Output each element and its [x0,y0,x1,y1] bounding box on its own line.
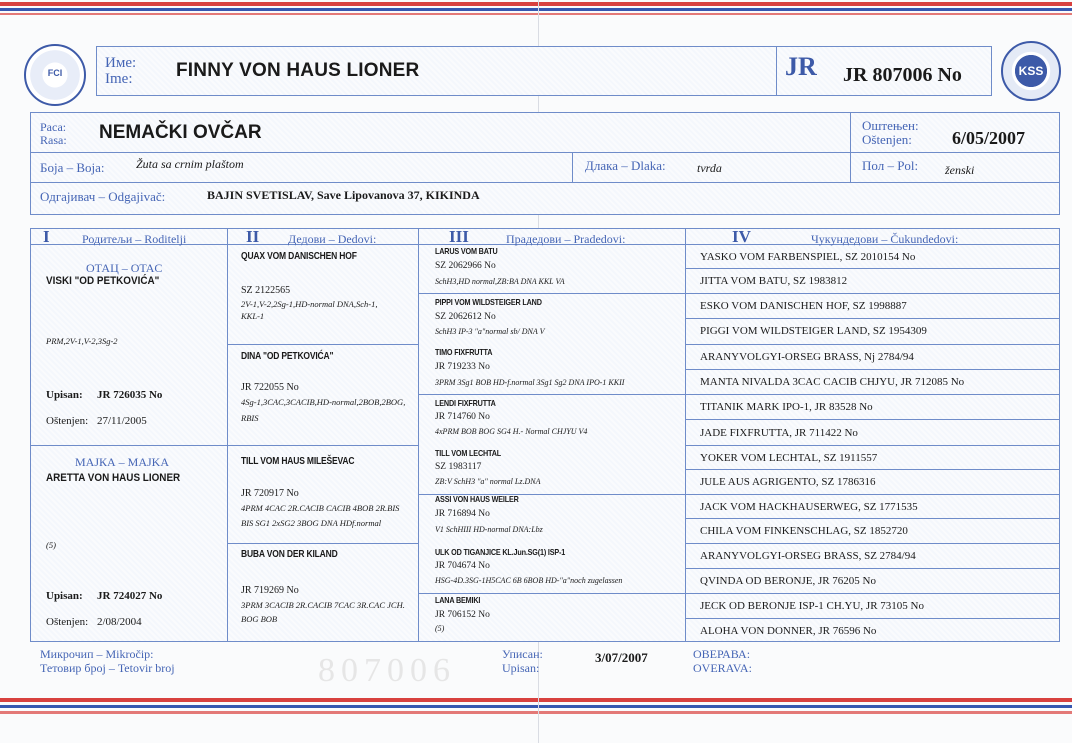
grandparent-name: TILL VOM HAUS MILEŠEVAC [241,456,355,467]
great-grandparent-reg: JR 716894 No [435,509,490,519]
name-label: Име: Ime: [105,55,137,87]
col3-title: Прадедови – Pradedovi: [506,232,626,246]
sire-ostenjen-label: Oštenjen: [46,415,89,427]
fci-seal-label: FCI [47,68,63,78]
great-grandparent-name: PIPPI VOM WILDSTEIGER LAND [435,297,542,307]
dam-label: МАЈКА – MAJKA [75,455,170,469]
grandparent-notes: RBIS [241,413,259,423]
sire-label: ОТАЦ – OTAC [86,261,163,275]
dam-ostenjen: 2/08/2004 [97,616,142,628]
breeder-value: BAJIN SVETISLAV, Save Lipovanova 37, KIKINDA [207,188,480,202]
great-grandparent-name: ULK OD TIGANJICE KL.Jun.SG(1) ISP-1 [435,547,566,557]
ggg-row: JACK VOM HACKHAUSERWEG, SZ 1771535 [700,501,918,513]
coat-value: tvrda [697,161,722,175]
col2-number: II [246,227,260,246]
color-value: Žuta sa crnim plaštom [136,157,244,171]
col3-number: III [449,227,469,246]
great-grandparent-name: TIMO FIXFRUTTA [435,347,493,357]
grandparent-notes: 3PRM 3CACIB 2R.CACIB 7CAC 3R.CAC JCH. [241,600,405,610]
great-grandparent-notes: 3PRM 3Sg1 BOB HD-f.normal 3Sg1 Sg2 DNA IPO-1 KKII [435,378,625,387]
great-grandparent-notes: 4xPRM BOB BOG SG4 H.- Normal CHJYU V4 [435,427,588,436]
grandparent-name: BUBA VON DER KILAND [241,549,338,560]
ggg-row: ALOHA VON DONNER, JR 76596 No [700,625,877,637]
tattoo-number-ghost: 807006 [318,652,456,689]
great-grandparent-name: LENDI FIXFRUTTA [435,398,496,408]
dam-notes: (5) [46,540,56,550]
breeder-label: Одгајивач – Odgajivač: [40,189,166,204]
great-grandparent-notes: V1 SchHIII HD-normal DNA:Lbz [435,525,543,534]
col4-number: IV [732,227,751,246]
breed-label: Раса: Rasa: [40,120,67,147]
color-label: Боја – Boja: [40,160,105,175]
ggg-row: MANTA NIVALDA 3CAC CACIB CHJYU, JR 712085 No [700,376,965,388]
bottom-stripe-blue [0,705,1072,708]
great-grandparent-reg: JR 719233 No [435,362,490,372]
ggg-row: JADE FIXFRUTTA, JR 711422 No [700,427,858,439]
grandparent-notes: 4PRM 4CAC 2R.CACIB CACIB 4BOB 2R.BIS [241,503,400,513]
grandparent-notes: 4Sg-1,3CAC,3CACIB,HD-normal,2BOB,2BOG, [241,397,406,407]
great-grandparent-notes: SchH3,HD normal,ZB:BA DNA KKL VA [435,277,565,286]
overava-label: ОВЕРАВА: OVERAVA: [693,647,752,675]
great-grandparent-reg: SZ 2062612 No [435,312,496,322]
bottom-stripe-red [0,698,1072,702]
sire-ostenjen: 27/11/2005 [97,415,147,427]
ggg-row: JITTA VOM BATU, SZ 1983812 [700,275,848,287]
great-grandparent-reg: JR 704674 No [435,561,490,571]
ggg-row: ARANYVOLGYI-ORSEG BRASS, SZ 2784/94 [700,550,916,562]
sire-upisan: JR 726035 No [97,389,163,401]
dam-upisan: JR 724027 No [97,590,163,602]
sire-notes: PRM,2V-1,V-2,3Sg-2 [46,336,118,346]
top-stripe-red [0,2,1072,6]
great-grandparent-reg: SZ 2062966 No [435,261,496,271]
great-grandparent-reg: JR 706152 No [435,610,490,620]
grandparent-notes: BOG BOB [241,614,278,624]
ggg-row: ESKO VOM DANISCHEN HOF, SZ 1998887 [700,300,907,312]
sex-label: Пол – Pol: [862,158,919,173]
dog-name: FINNY VON HAUS LIONER [176,60,420,81]
ggg-row: YASKO VOM FARBENSPIEL, SZ 2010154 No [700,251,916,263]
great-grandparent-name: LANA BEMIKI [435,595,481,605]
dam-upisan-label: Upisan: [46,590,83,602]
col1-title: Родитељи – Roditelji [82,232,187,246]
jr-label: JR [785,52,817,81]
grandparent-reg: JR 722055 No [241,382,299,393]
ggg-row: PIGGI VOM WILDSTEIGER LAND, SZ 1954309 [700,325,927,337]
grandparent-reg: SZ 2122565 [241,285,291,296]
great-grandparent-name: LARUS VOM BATU [435,246,498,256]
grandparent-reg: JR 720917 No [241,488,299,499]
great-grandparent-notes: SchH3 IP-3 "a"normal sb/ DNA V [435,327,545,336]
grandparent-notes: BIS SG1 2xSG2 3BOG DNA HDf.normal [241,518,382,528]
grandparent-notes: KKL-1 [241,311,265,321]
ggg-row: TITANIK MARK IPO-1, JR 83528 No [700,401,873,413]
kss-seal-icon [1001,41,1061,101]
ggg-row: CHILA VOM FINKENSCHLAG, SZ 1852720 [700,525,908,537]
whelped-date: 6/05/2007 [952,128,1026,148]
dam-name: ARETTA VON HAUS LIONER [46,472,181,484]
col4-title: Чукундедови – Čukundedovi: [811,232,959,246]
kss-seal-label: KSS [1018,64,1044,78]
ggg-row: YOKER VOM LECHTAL, SZ 1911557 [700,452,878,464]
dam-ostenjen-label: Oštenjen: [46,616,89,628]
great-grandparent-notes: HSG-4D.3SG-1H5CAC 6B 6BOB HD-"a"noch zugelassen [435,576,623,585]
great-grandparent-notes: ZB:V SchH3 "a" normal Lz.DNA [435,477,541,486]
top-stripe-red-2 [0,13,1072,15]
upisan-date: 3/07/2007 [595,650,648,665]
ggg-row: QVINDA OD BERONJE, JR 76205 No [700,575,877,587]
ggg-row: JULE AUS AGRIGENTO, SZ 1786316 [700,476,876,488]
ggg-row: ARANYVOLGYI-ORSEG BRASS, Nj 2784/94 [700,351,914,363]
microchip-label: Микрочип – Mikročip: Тетовир број – Tetovir broj [40,647,175,675]
sex-value: ženski [945,163,975,177]
breed-value: NEMAČKI OVČAR [99,122,262,143]
grandparent-notes: 2V-1,V-2,2Sg-1,HD-normal DNA,Sch-1, [241,299,378,309]
whelped-label: Оштењен: Oštenjen: [862,118,919,147]
grandparent-reg: JR 719269 No [241,585,299,596]
great-grandparent-reg: JR 714760 No [435,412,490,422]
col2-title: Дедови – Dedovi: [288,232,377,246]
fci-seal-icon [24,44,86,106]
great-grandparent-name: ASSI VON HAUS WEILER [435,494,519,504]
great-grandparent-notes: (5) [435,624,445,633]
sire-name: VISKI "OD PETKOVIĆA" [46,275,160,287]
col1-number: I [43,227,50,246]
great-grandparent-name: TILL VOM LECHTAL [435,448,502,458]
grandparent-name: DINA "OD PETKOVIĆA" [241,351,334,362]
great-grandparent-reg: SZ 1983117 [435,462,482,472]
grandparent-name: QUAX VOM DANISCHEN HOF [241,251,357,262]
registration-number: JR 807006 No [843,64,962,86]
sire-upisan-label: Upisan: [46,389,83,401]
ggg-row: JECK OD BERONJE ISP-1 CH.YU, JR 73105 No [700,600,924,612]
upisan-label: Уписан: Upisan: [502,647,543,675]
coat-label: Длака – Dlaka: [585,158,666,173]
top-stripe-blue [0,8,1072,11]
bottom-stripe-red-2 [0,711,1072,714]
